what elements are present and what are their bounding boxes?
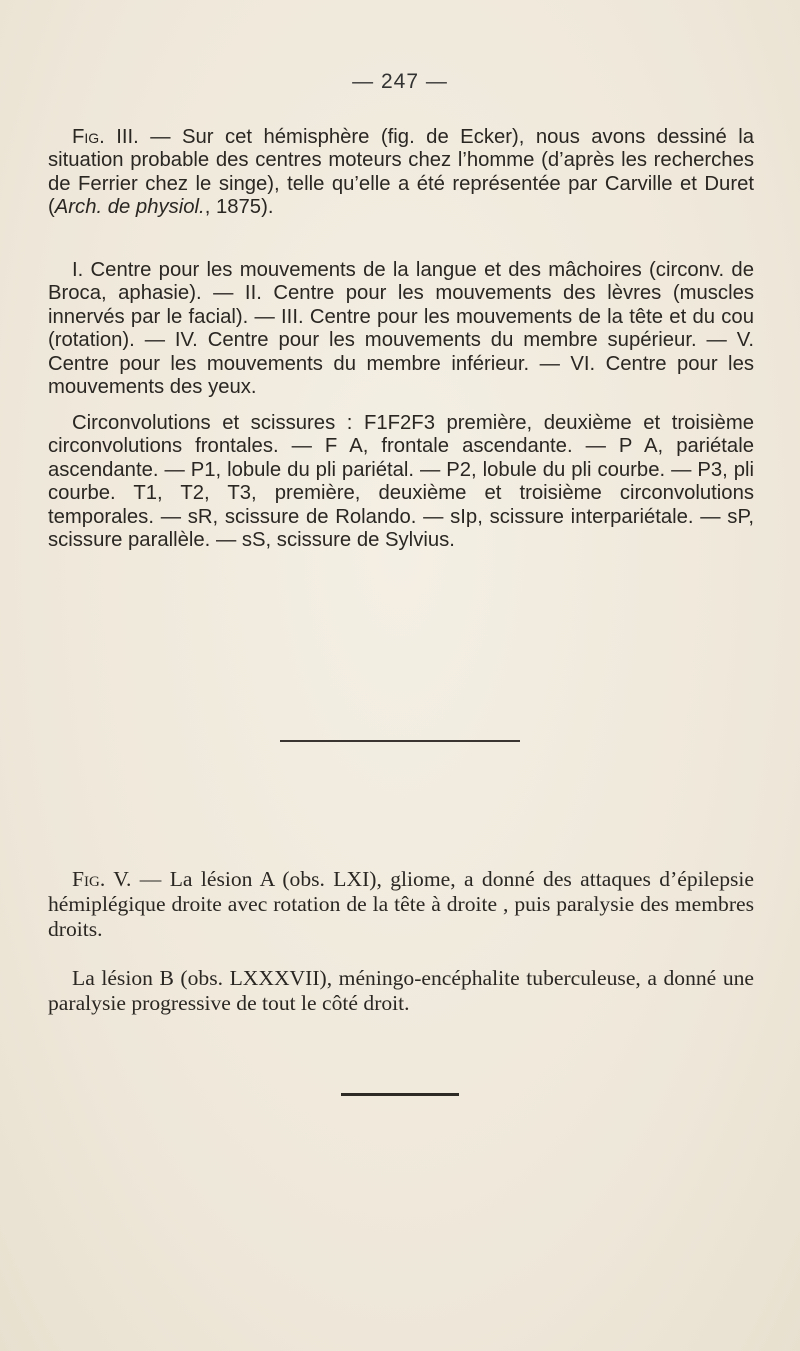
fig5-caption [48, 867, 754, 941]
motor-centres-legend: I. Centre pour les mouvements de la langue et des mâchoires (circonv. de Broca, aphasie). — II. Centre pour les mouvements des lèvres (muscles innervés par le facial). — III. Centre pour les mouvements de la tête et du cou (rotation). — IV. Centre pour les mouvements du membre supérieur. — V. Centre pour les mouvements du membre inférieur. — VI. Centre pour les mouvements des yeux. [48, 259, 754, 399]
fig5-label: Fig. V. [72, 867, 132, 891]
fig5-text: — La lésion A (obs. LXI), gliome, a donné des attaques d’épilepsie hémiplégique droite avec rotation de la tête à droite , puis paralysie des membres droits. [48, 867, 755, 941]
fig3-text-end: , 1875). [204, 196, 274, 219]
fig3-caption [48, 126, 754, 220]
fig3-text: — Sur cet hémisphère (fig. de Ecker), nous avons dessiné la situation probable des centres moteurs chez l’homme (d’après les recherches de Ferrier chez le singe), telle qu’elle a été représentée par Carville et Duret ( [48, 126, 754, 219]
separator-rule [280, 740, 520, 742]
lesion-b-paragraph: La lésion B (obs. LXXXVII), méningo-encéphalite tuberculeuse, a donné une paralysie progressive de tout le côté droit. [48, 966, 754, 1015]
end-rule [341, 1093, 459, 1096]
convolutions-legend: Circonvolutions et scissures : F1F2F3 première, deuxième et troisième circonvolutions frontales. — F A, frontale ascendante. — P A, pariétale ascendante. — P1, lobule du pli pariétal. — P2, lobule du pli courbe. — P3, pli courbe. T1, T2, T3, première, deuxième et troisième circonvolutions temporales. — sR, scissure de Rolando. — sIp, scissure interpariétale. — sP, scissure parallèle. — sS, scissure de Sylvius. [48, 412, 754, 552]
page-number: — 247 — [352, 70, 448, 93]
fig3-label: Fig. III. [72, 126, 139, 148]
fig3-citation: Arch. de physiol. [54, 196, 205, 219]
